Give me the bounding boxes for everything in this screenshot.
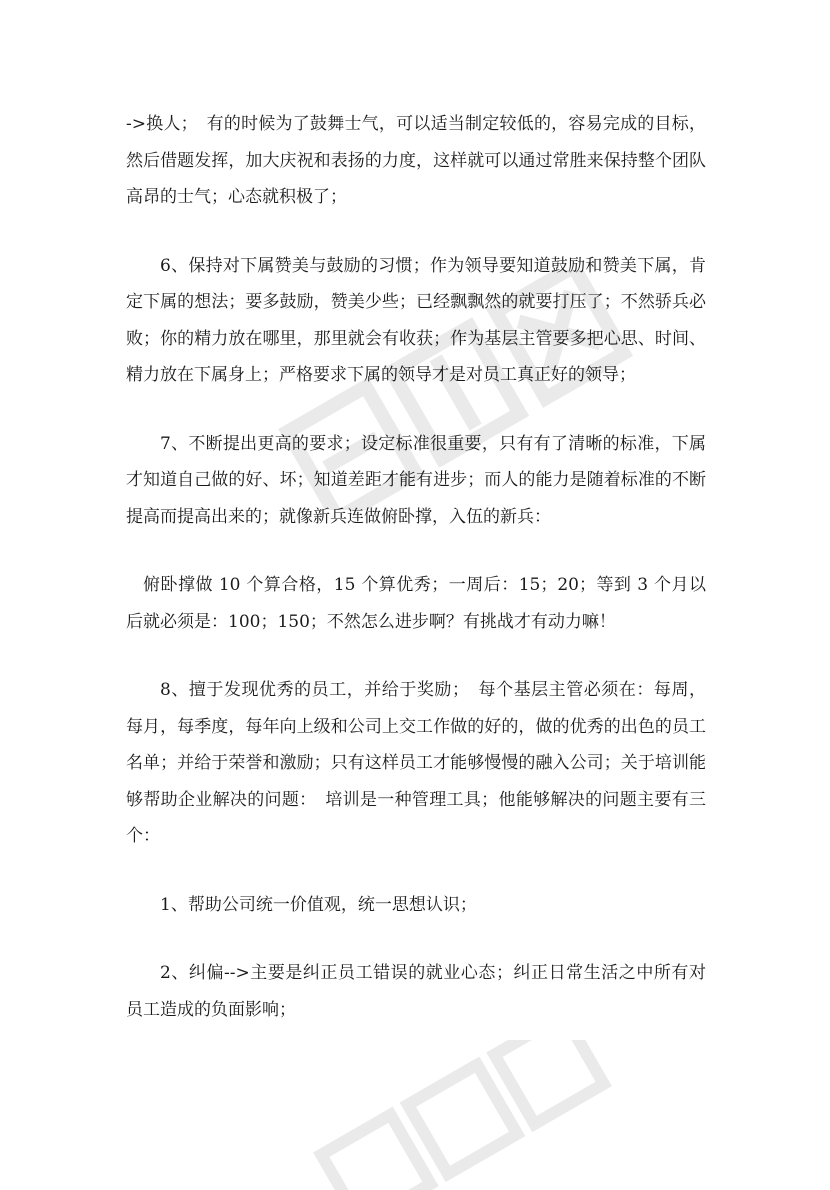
paragraph-7: 2、纠偏-->主要是纠正员工错误的就业心态；纠正日常生活之中所有对员工造成的负面影响；	[126, 963, 706, 1020]
paragraph-3: 7、不断提出更高的要求；设定标准很重要，只有有了清晰的标准，下属才知道自己做的好、坏；知道差距才能有进步；而人的能力是随着标准的不断提高而提高出来的；就像新兵连做俯卧撑，入伍的新兵：	[126, 433, 706, 527]
paragraph-5: 8、擅于发现优秀的员工，并给于奖励； 每个基层主管必须在：每周，每月，每季度，每年向上级和公司上交工作做的好的，做的优秀的出色的员工名单；并给于荣誉和激励；只有这样员工才能够慢慢的融入公司；关于培训能够帮助企业解决的问题： 培训是一种管理工具；他能够解决的问题主要有三个：	[126, 680, 706, 846]
paragraph-1: ->换人； 有的时候为了鼓舞士气，可以适当制定较低的，容易完成的目标，然后借题发挥，加大庆祝和表扬的力度，这样就可以通过常胜来保持整个团队高昂的士气；心态就积极了；	[126, 114, 706, 207]
paragraph-6: 1、帮助公司统一价值观，统一思想认识；	[160, 894, 477, 915]
document-body	[126, 106, 706, 1060]
paragraph-4: 俯卧撑做 10 个算合格，15 个算优秀；一周后：15；20；等到 3 个月以后就必须是：100；150；不然怎么进步啊？有挑战才有动力嘛！	[126, 575, 706, 632]
watermark-stamp-bottom-icon	[280, 1040, 640, 1190]
paragraph-2: 6、保持对下属赞美与鼓励的习惯；作为领导要知道鼓励和赞美下属，肯定下属的想法；要多鼓励，赞美少些；已经飘飘然的就要打压了；不然骄兵必败；你的精力放在哪里，那里就会有收获；作为基层主管要多把心思、时间、精力放在下属身上；严格要求下属的领导才是对员工真正好的领导；	[126, 255, 706, 385]
